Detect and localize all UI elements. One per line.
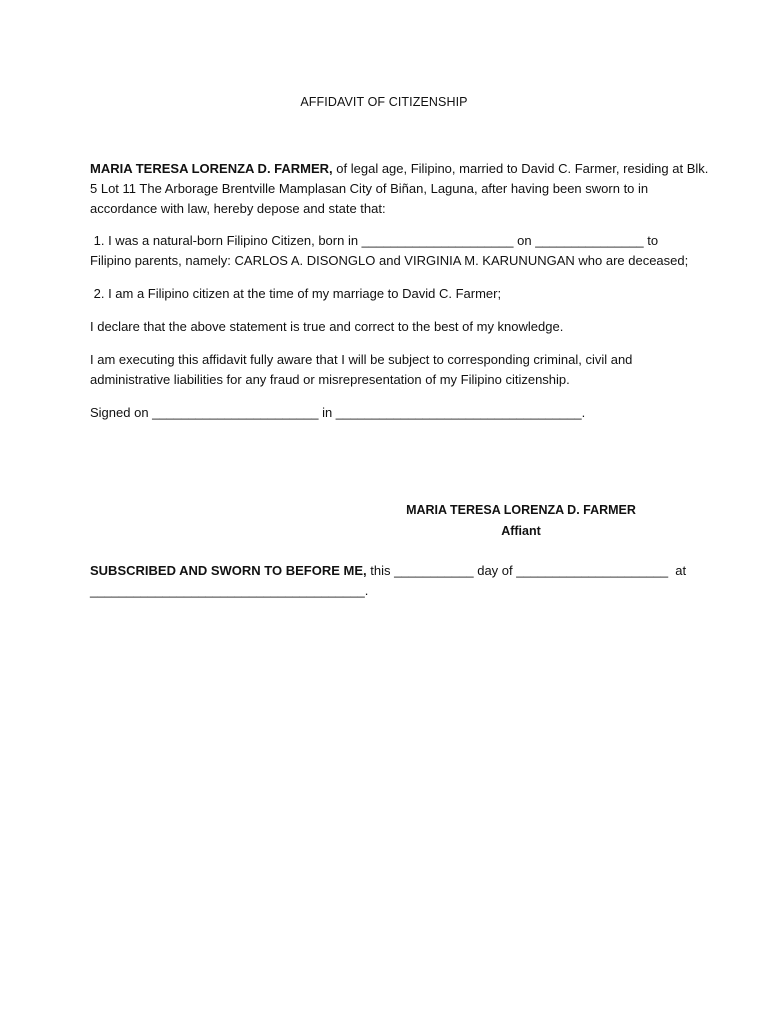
declaration-paragraph: I declare that the above statement is true and correct to the best of my knowledge. bbox=[90, 319, 564, 334]
item-1-paragraph bbox=[90, 231, 689, 271]
signature-name: MARIA TERESA LORENZA D. FARMER bbox=[406, 503, 636, 517]
jurat-lead: SUBSCRIBED AND SWORN TO BEFORE ME, bbox=[90, 563, 367, 578]
intro-line-3: accordance with law, hereby depose and state that: bbox=[90, 201, 386, 216]
signature-block bbox=[400, 500, 642, 542]
intro-line-1 bbox=[90, 159, 709, 179]
intro-paragraph bbox=[90, 159, 709, 219]
executing-line-1: I am executing this affidavit fully aware that I will be subject to corresponding criminal, civil and bbox=[90, 352, 633, 367]
affiant-name-intro: MARIA TERESA LORENZA D. FARMER, bbox=[90, 161, 333, 176]
document-title: AFFIDAVIT OF CITIZENSHIP bbox=[300, 95, 468, 109]
executing-line-2: administrative liabilities for any fraud or misrepresentation of my Filipino citizenship. bbox=[90, 372, 570, 387]
item-1-line-1: 1. I was a natural-born Filipino Citizen, born in _____________________ on _______________ to bbox=[90, 233, 659, 248]
jurat-line-1 bbox=[90, 561, 685, 581]
jurat-line-1-rest: this ___________ day of _____________________ at bbox=[366, 563, 687, 578]
intro-line-2: 5 Lot 11 The Arborage Brentville Mamplasan City of Biñan, Laguna, after having been sworn to in bbox=[90, 181, 649, 196]
signed-on-line: Signed on _______________________ in __________________________________. bbox=[90, 405, 586, 420]
jurat-paragraph bbox=[90, 561, 685, 601]
item-1-line-2: Filipino parents, namely: CARLOS A. DISONGLO and VIRGINIA M. KARUNUNGAN who are deceased; bbox=[90, 253, 689, 268]
executing-paragraph bbox=[90, 350, 685, 390]
item-2-paragraph: 2. I am a Filipino citizen at the time of my marriage to David C. Farmer; bbox=[90, 286, 502, 301]
jurat-line-2: ______________________________________. bbox=[90, 583, 369, 598]
signature-role: Affiant bbox=[501, 524, 541, 538]
intro-line-1-rest: of legal age, Filipino, married to David C. Farmer, residing at Blk. bbox=[332, 161, 709, 176]
